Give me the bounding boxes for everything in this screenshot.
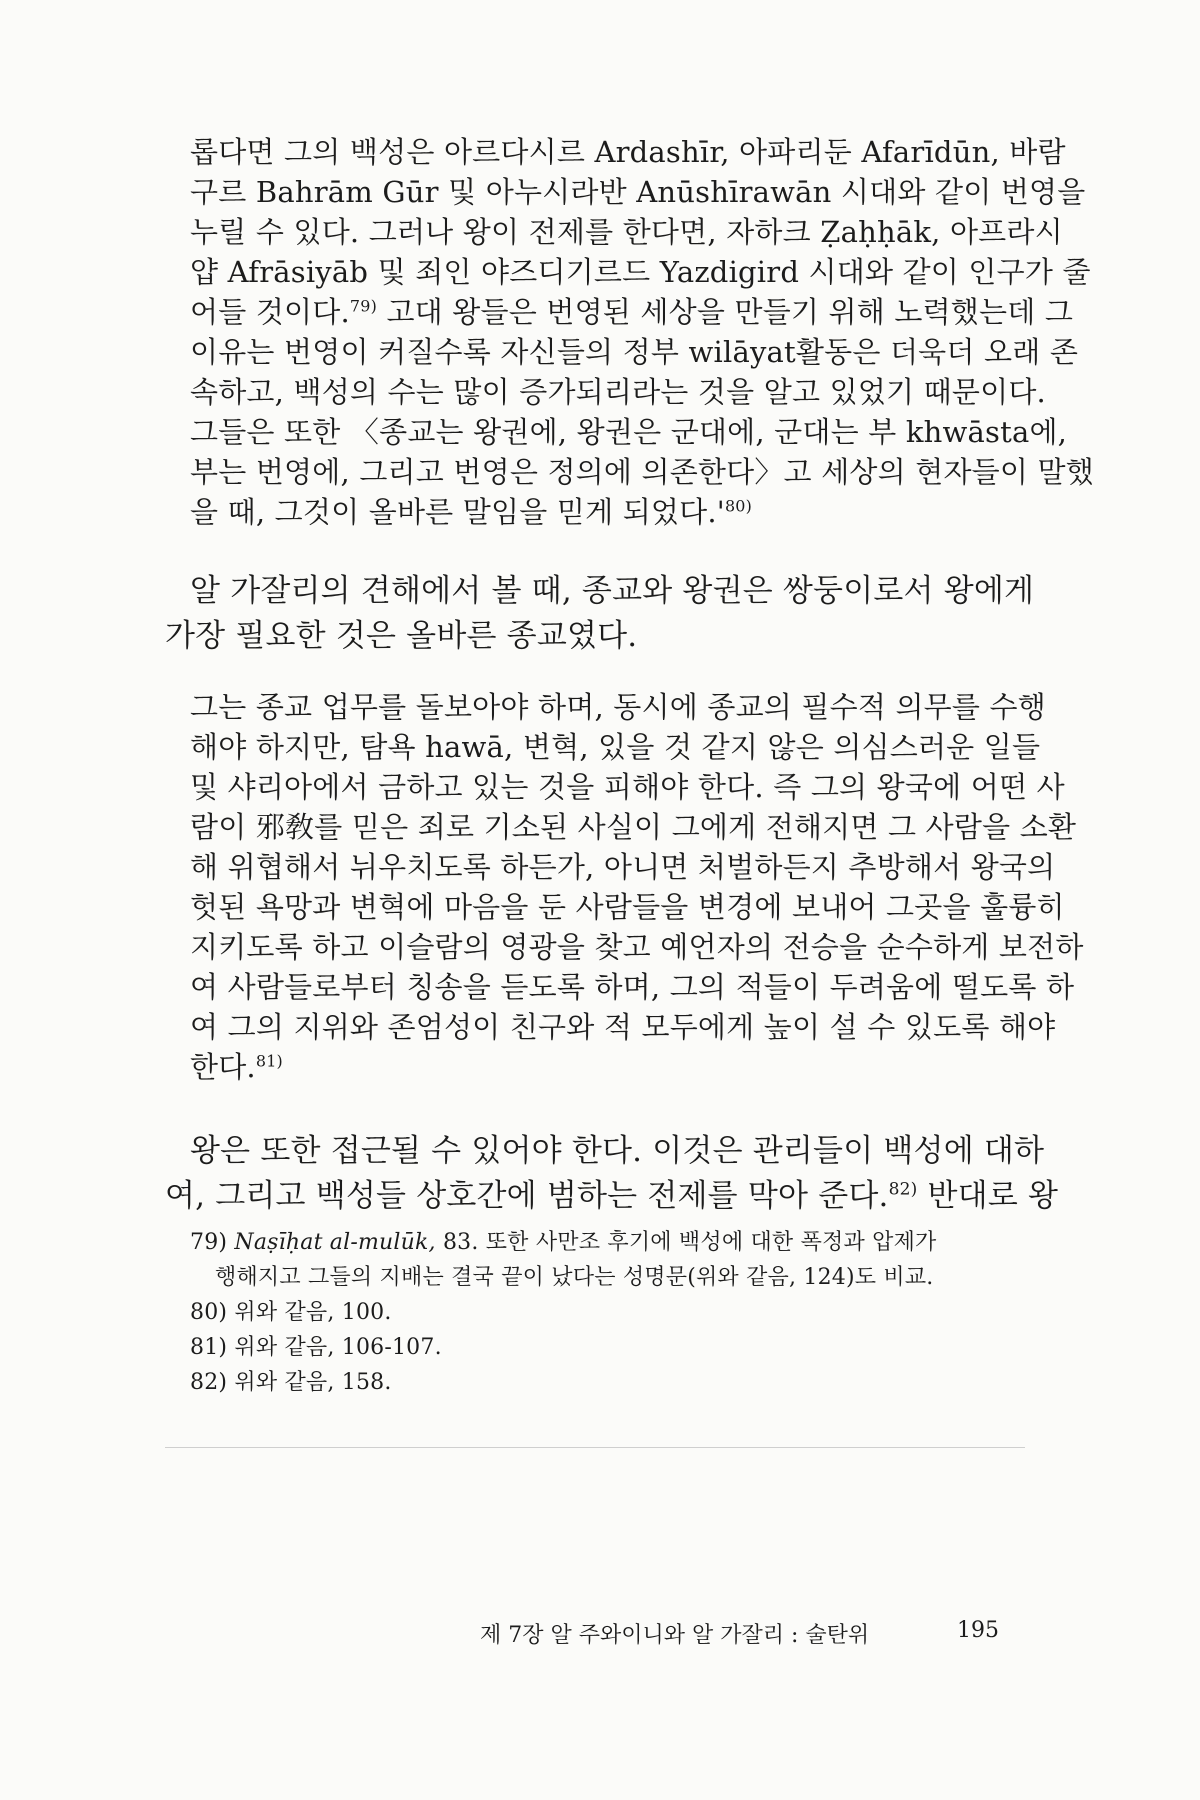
quote-line: 및 샤리아에서 금하고 있는 것을 피해야 한다. 즉 그의 왕국에 어떤 사	[190, 770, 1065, 804]
quote-text: 어들 것이다.	[190, 295, 350, 329]
paragraph-line	[165, 1170, 1058, 1215]
footnote-80: 80) 위와 같음, 100.	[190, 1300, 392, 1325]
footnote-ref-80: 80)	[724, 496, 753, 516]
footnote-82: 82) 위와 같음, 158.	[190, 1370, 392, 1395]
quote-line: 롭다면 그의 백성은 아르다시르 Ardashīr, 아파리둔 Afarīdūn, 바람	[190, 135, 1066, 169]
quote-line: 그는 종교 업무를 돌보아야 하며, 동시에 종교의 필수적 의무를 수행	[190, 690, 1046, 724]
footnote-ref-79: 79)	[349, 296, 378, 316]
quote-line: 부는 번영에, 그리고 번영은 정의에 의존한다〉고 세상의 현자들이 말했	[190, 455, 1094, 489]
paragraph-text: 반대로 왕	[917, 1178, 1059, 1214]
quote-line: 지키도록 하고 이슬람의 영광을 찾고 예언자의 전승을 순수하게 보전하	[190, 930, 1084, 964]
quote-line	[190, 290, 1073, 331]
footnote-ref-81: 81)	[255, 1051, 283, 1071]
page-number: 195	[957, 1618, 999, 1643]
footnote-text: 83. 또한 사만조 후기에 백성에 대한 폭정과 압제가	[435, 1230, 937, 1255]
quote-line	[190, 490, 752, 531]
footnote-81: 81) 위와 같음, 106-107.	[190, 1335, 442, 1360]
running-footer: 제 7장 알 주와이니와 알 가잘리 : 술탄위	[480, 1623, 870, 1648]
quote-line: 해야 하지만, 탐욕 hawā, 변혁, 있을 것 같지 않은 의심스러운 일들	[190, 730, 1041, 764]
quote-text: 을 때, 그것이 올바른 말임을 믿게 되었다.	[190, 495, 717, 529]
quote-text: 고대 왕들은 번영된 세상을 만들기 위해 노력했는데 그	[377, 295, 1074, 329]
paragraph-line: 가장 필요한 것은 올바른 종교였다.	[165, 618, 638, 654]
quote-line: 이유는 번영이 커질수록 자신들의 정부 wilāyat활동은 더욱더 오래 존	[190, 335, 1079, 369]
quote-line: 누릴 수 있다. 그러나 왕이 전제를 한다면, 자하크 Ẓaḥḥāk, 아프라시	[190, 215, 1063, 249]
quote-line: 구르 Bahrām Gūr 및 아누시라반 Anūshīrawān 시대와 같이 번영을	[190, 175, 1086, 209]
quote-text: 한다.	[190, 1050, 256, 1084]
quote-line: 헛된 욕망과 변혁에 마음을 둔 사람들을 변경에 보내어 그곳을 훌륭히	[190, 890, 1065, 924]
paragraph-line: 왕은 또한 접근될 수 있어야 한다. 이것은 관리들이 백성에 대하	[190, 1133, 1045, 1169]
footnote-number: 79)	[190, 1230, 228, 1255]
quote-mark: '	[716, 495, 725, 529]
quote-line: 얍 Afrāsiyāb 및 죄인 야즈디기르드 Yazdigird 시대와 같이 인구가 줄	[190, 255, 1091, 289]
footnote-79-continued: 행해지고 그들의 지배는 결국 끝이 났다는 성명문(위와 같음, 124)도 비교.	[215, 1265, 934, 1290]
footnote-79	[190, 1225, 936, 1256]
paragraph-text: 여, 그리고 백성들 상호간에 범하는 전제를 막아 준다.	[165, 1178, 889, 1214]
footnote-divider	[165, 1447, 1025, 1448]
quote-line: 여 사람들로부터 칭송을 듣도록 하며, 그의 적들이 두려움에 떨도록 하	[190, 970, 1075, 1004]
quote-line: 해 위협해서 뉘우치도록 하든가, 아니면 처벌하든지 추방해서 왕국의	[190, 850, 1056, 884]
footnote-ref-82: 82)	[888, 1179, 918, 1200]
quote-line: 람이 邪敎를 믿은 죄로 기소된 사실이 그에게 전해지면 그 사람을 소환	[190, 810, 1077, 844]
quote-line: 속하고, 백성의 수는 많이 증가되리라는 것을 알고 있었기 때문이다.	[190, 375, 1046, 409]
quote-line: 여 그의 지위와 존엄성이 친구와 적 모두에게 높이 설 수 있도록 해야	[190, 1010, 1056, 1044]
quote-line	[190, 1045, 283, 1086]
footnote-source-title: Naṣīḥat al-mulūk,	[234, 1230, 436, 1255]
paragraph-line: 알 가잘리의 견해에서 볼 때, 종교와 왕권은 쌍둥이로서 왕에게	[190, 573, 1035, 609]
quote-line: 그들은 또한 〈종교는 왕권에, 왕권은 군대에, 군대는 부 khwāsta에,	[190, 415, 1068, 449]
